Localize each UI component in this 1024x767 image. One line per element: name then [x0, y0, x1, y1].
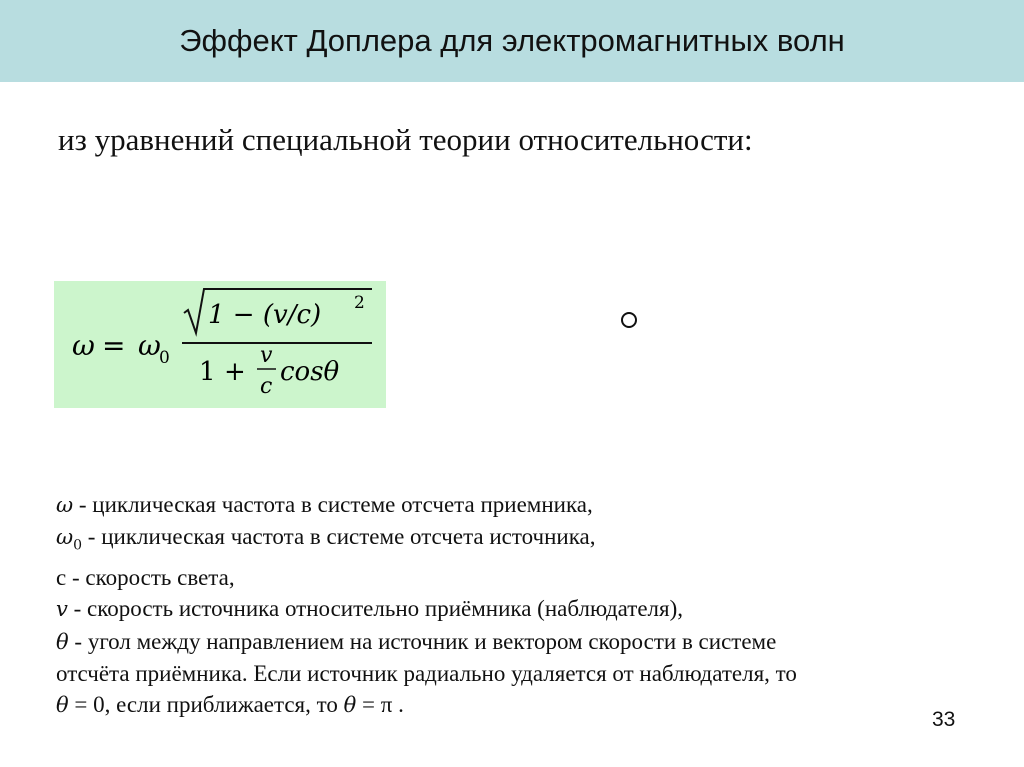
formula-frac-v: v	[260, 343, 273, 368]
formula-cos-theta: cosθ	[280, 357, 340, 387]
definition-theta-values: θ = 0, если приближается, то θ = π .	[56, 692, 404, 718]
formula-exponent: 2	[354, 293, 365, 313]
formula-omega: ω	[72, 329, 95, 362]
definition-c: с - скорость света,	[56, 565, 235, 591]
definition-theta: θ - угол между направлением на источник и вектором скорости в системе	[56, 628, 777, 654]
doppler-formula	[54, 281, 386, 408]
page-number: 33	[932, 708, 956, 731]
slide-title: Эффект Доплера для электромагнитных волн	[179, 23, 845, 58]
slide-title-bar	[0, 0, 1024, 82]
definition-v: v - скорость источника относительно приёмника (наблюдателя),	[56, 596, 684, 622]
formula-frac-c: c	[260, 374, 273, 399]
definition-omega: ω - циклическая частота в системе отсчета приемника,	[56, 492, 593, 517]
formula-denominator-one: 1	[199, 357, 216, 387]
definitions-block	[56, 489, 996, 722]
formula-box	[54, 281, 386, 408]
circle-marker	[621, 312, 637, 328]
formula-omega0: ω	[138, 329, 161, 362]
formula-plus: +	[224, 357, 246, 387]
formula-equals: =	[102, 329, 126, 362]
definition-theta-cont: отсчёта приёмника. Если источник радиально удаляется от наблюдателя, то	[56, 661, 797, 687]
definition-omega0: $\omega_0$ - циклическая частота в системе отсчета источника,	[56, 524, 596, 554]
intro-text: из уравнений специальной теории относительности:	[58, 122, 753, 157]
formula-numerator: 1 − (v/c)	[208, 300, 322, 330]
formula-sub-zero: 0	[159, 348, 170, 368]
